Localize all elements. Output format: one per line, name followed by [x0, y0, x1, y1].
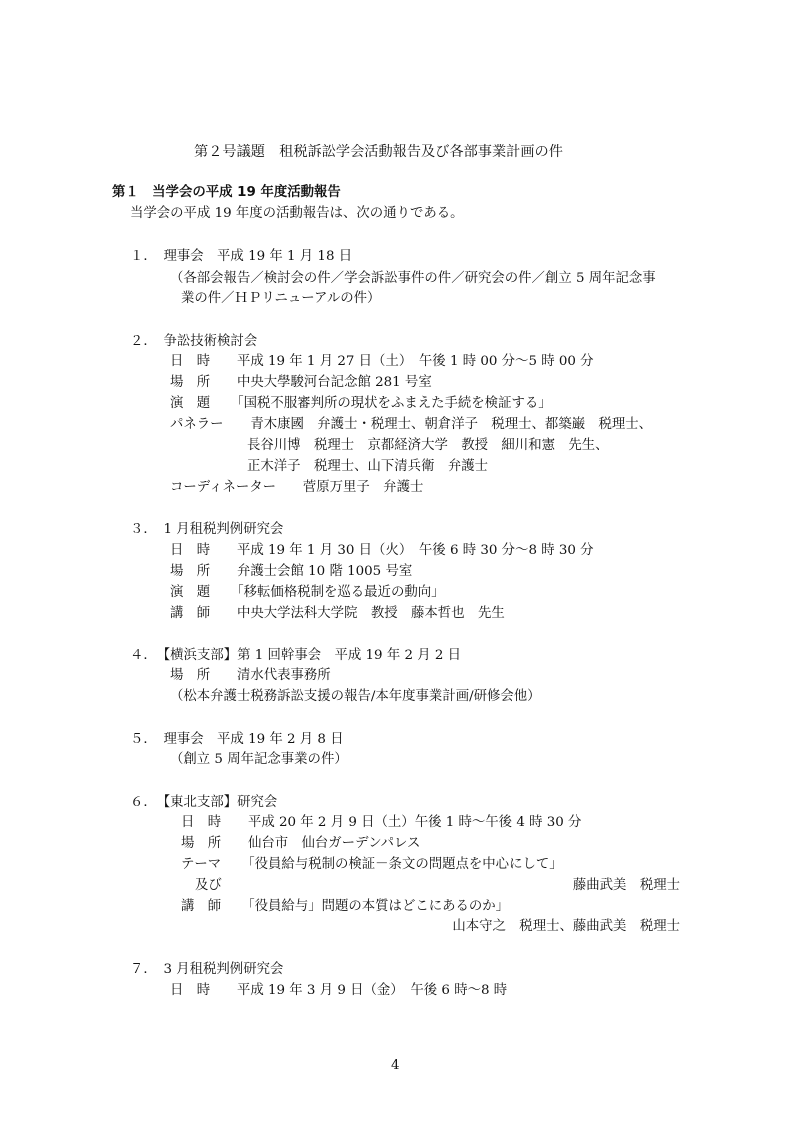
item-2-theme: 演 題 「国税不服審判所の現状をふまえた手続を検証する」	[170, 396, 552, 411]
item-6-and-speaker: 藤曲武美 税理士	[572, 878, 680, 893]
item-6-place: 場 所 仙台市 仙台ガーデンパレス	[181, 836, 421, 851]
item-3-date: 日 時 平成 19 年 1 月 30 日（火） 午後 6 時 30 分～8 時 30 分	[170, 543, 594, 558]
item-2-date: 日 時 平成 19 年 1 月 27 日（土） 午後 1 時 00 分～5 時 00 分	[170, 354, 594, 369]
item-3-place: 場 所 弁護士会館 10 階 1005 号室	[170, 564, 413, 579]
item-2-panel-cont: 正木洋子 税理士、山下清兵衛 弁護士	[247, 459, 489, 474]
item-3-lecturer: 講 師 中央大学法科大学院 教授 藤本哲也 先生	[170, 606, 505, 621]
item-4-detail: （松本弁護士税務訴訟支援の報告/本年度事業計画/研修会他）	[170, 689, 541, 704]
agenda-title: 第２号議題 租税訴訟学会活動報告及び各部事業計画の件	[194, 144, 563, 160]
item-6-lecturer-names: 山本守之 税理士、藤曲武美 税理士	[452, 919, 680, 934]
item-2-head: ２． 争訟技術検討会	[130, 334, 258, 349]
item-4-head: ４． 【横浜支部】第 1 回幹事会 平成 19 年 2 月 2 日	[130, 648, 462, 663]
item-2-panel-cont: 長谷川博 税理士 京都経済大学 教授 細川和憲 先生、	[247, 438, 609, 453]
item-3-theme: 演 題 「移転価格税制を巡る最近の動向」	[170, 585, 445, 600]
item-6-date: 日 時 平成 20 年 2 月 9 日（土）午後 1 時～午後 4 時 30 分	[181, 815, 582, 830]
section-intro: 当学会の平成 19 年度の活動報告は、次の通りである。	[130, 206, 464, 221]
item-7-date: 日 時 平成 19 年 3 月 9 日（金） 午後 6 時～8 時	[170, 983, 508, 998]
item-6-theme: テーマ 「役員給与税制の検証－条文の問題点を中心にして」	[181, 857, 563, 872]
item-3-head: ３． 1 月租税判例研究会	[130, 522, 284, 537]
section-heading: 第１ 当学会の平成 19 年度活動報告	[112, 185, 341, 200]
item-2-place: 場 所 中央大學駿河台記念館 281 号室	[170, 375, 432, 390]
item-5-head: ５． 理事会 平成 19 年 2 月 8 日	[130, 732, 344, 747]
item-5-detail: （創立 5 周年記念事業の件）	[170, 752, 348, 767]
item-1-detail: （各部会報告／検討会の件／学会訴訟事件の件／研究会の件／創立 5 周年記念事	[170, 271, 656, 286]
item-2-panel: パネラー 青木康國 弁護士・税理士、朝倉洋子 税理士、都築巌 税理士、	[170, 417, 653, 432]
item-6-and: 及び	[195, 878, 222, 893]
item-1-head: １． 理事会 平成 19 年 1 月 18 日	[130, 249, 353, 264]
item-4-place: 場 所 清水代表事務所	[170, 668, 331, 683]
item-6-head: ６． 【東北支部】研究会	[130, 795, 278, 810]
item-2-coordinator: コーディネーター 菅原万里子 弁護士	[170, 480, 424, 495]
item-1-detail-cont: 業の件／ＨＰリニューアルの件）	[181, 291, 381, 306]
page-number: 4	[391, 1058, 400, 1073]
item-6-lecturer: 講 師 「役員給与」問題の本質はどこにあるのか」	[181, 899, 510, 914]
item-7-head: ７． 3 月租税判例研究会	[130, 962, 284, 977]
